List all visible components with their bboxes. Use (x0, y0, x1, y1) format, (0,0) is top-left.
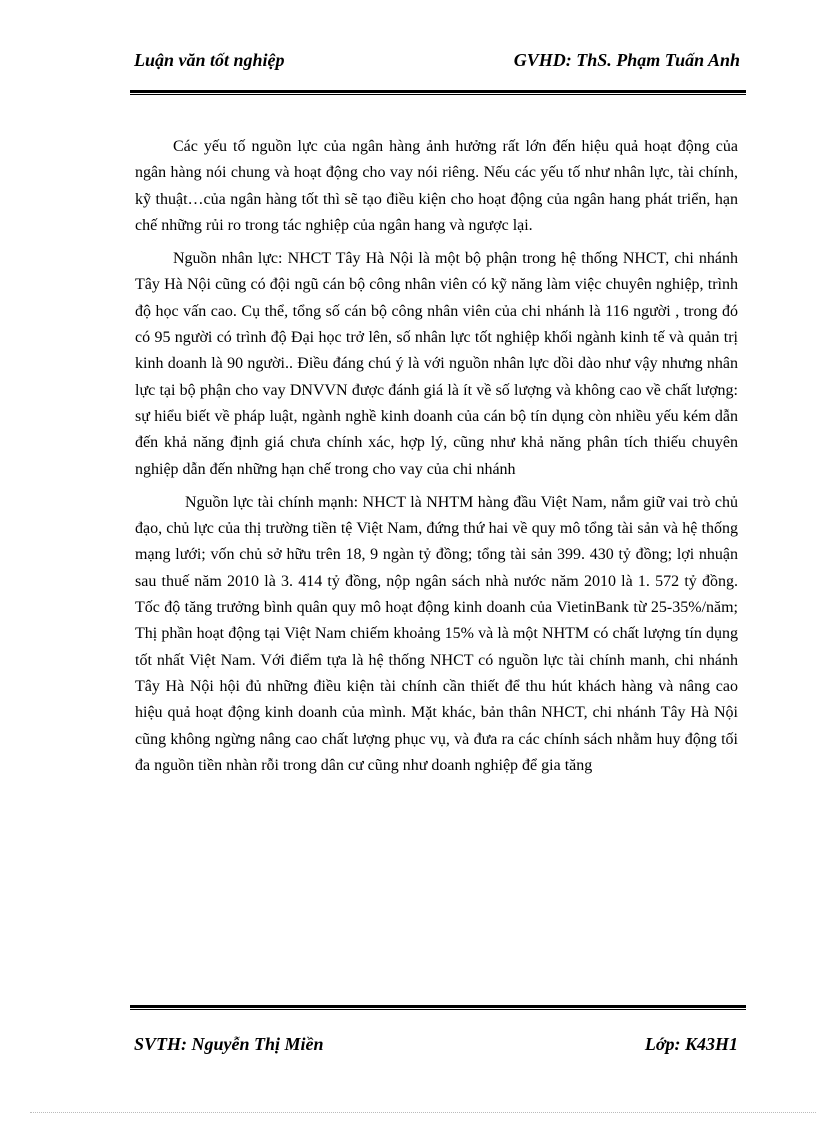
header-divider (130, 90, 746, 95)
thesis-title: Luận văn tốt nghiệp (134, 50, 285, 70)
paragraph-human-resources: Nguồn nhân lực: NHCT Tây Hà Nội là một bộ phận trong hệ thống NHCT, chi nhánh Tây Hà Nội cũng có đội ngũ cán bộ công nhân viên có kỹ năng làm việc chuyên nghiệp, trình độ học vấn cao. Cụ thể, tổng số cán bộ công nhân viên của chi nhánh là 116 người , trong đó có 95 người có trình độ Đại học trở lên, số nhân lực tốt nghiệp khối ngành kinh tế và quản trị kinh doanh là 90 người.. Điều đáng chú ý là với nguồn nhân lực dồi dào như vậy nhưng nhân lực tại bộ phận cho vay DNVVN được đánh giá là ít về số lượng và không cao về chất lượng: sự hiểu biết về pháp luật, ngành nghề kinh doanh của cán bộ tín dụng còn nhiều yếu kém dẫn đến khả năng định giá chưa chính xác, hợp lý, cũng như khả năng phân tích thiếu chuyên nghiệp dẫn đến những hạn chế trong cho vay của chi nhánh (135, 250, 738, 478)
class-code: Lớp: K43H1 (644, 1034, 738, 1054)
paragraph-financial-resources: Nguồn lực tài chính mạnh: NHCT là NHTM hàng đầu Việt Nam, nắm giữ vai trò chủ đạo, chủ lực của thị trường tiền tệ Việt Nam, đứng thứ hai về quy mô tổng tài sản và hệ thống mạng lưới; vốn chủ sở hữu trên 18, 9 ngàn tỷ đồng; tổng tài sản 399. 430 tỷ đồng; lợi nhuận sau thuế năm 2010 là 3. 414 tỷ đồng, nộp ngân sách nhà nước năm 2010 là 1. 572 tỷ đồng. Tốc độ tăng trưởng bình quân quy mô hoạt động kinh doanh của VietinBank từ 25-35%/năm; Thị phần hoạt động tại Việt Nam chiếm khoảng 15% và là một NHTM có chất lượng tín dụng tốt nhất Việt Nam. Với điểm tựa là hệ thống NHCT có nguồn lực tài chính manh, chi nhánh Tây Hà Nội hội đủ những điều kiện tài chính cần thiết để thu hút khách hàng và nâng cao hiệu quả hoạt động kinh doanh của mình. Mặt khác, bản thân NHCT, chi nhánh Tây Hà Nội cũng không ngừng nâng cao chất lượng phục vụ, và đưa ra các chính sách nhằm huy động tối đa nguồn tiền nhàn rỗi trong dân cư cũng như doanh nghiệp để gia tăng (135, 493, 738, 774)
paragraph-resources-intro: Các yếu tố nguồn lực của ngân hàng ảnh hưởng rất lớn đến hiệu quả hoạt động của ngân hàng nói chung và hoạt động cho vay nói riêng. Nếu các yếu tố như nhân lực, tài chính, kỹ thuật…của ngân hàng tốt thì sẽ tạo điều kiện cho hoạt động của ngân hang phát triển, hạn chế những rủi ro trong tác nghiệp của ngân hang và ngược lại. (135, 138, 738, 234)
page-footer (134, 1030, 738, 1058)
page-header (134, 46, 740, 74)
student-name: SVTH: Nguyễn Thị Miền (134, 1034, 324, 1054)
document-body (135, 134, 738, 779)
page-bottom-edge (30, 1112, 816, 1113)
supervisor-name: GVHD: ThS. Phạm Tuấn Anh (513, 50, 740, 70)
footer-divider (130, 1005, 746, 1010)
